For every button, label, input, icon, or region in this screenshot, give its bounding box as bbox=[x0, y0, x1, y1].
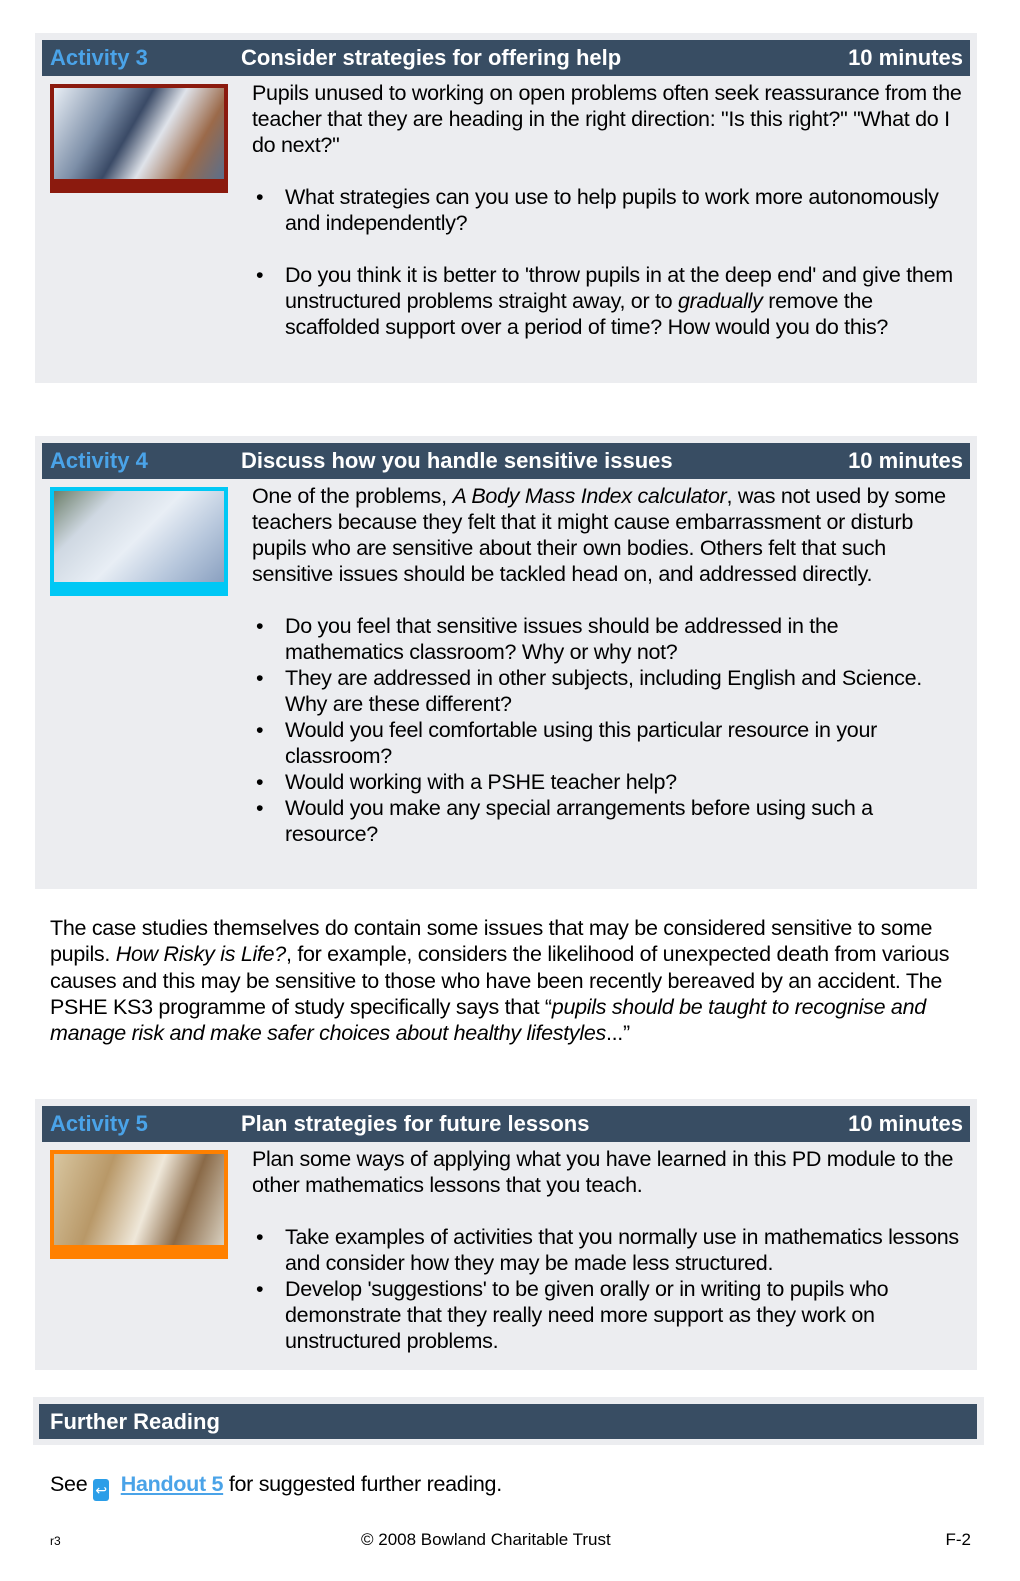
handout-link-icon: ↩ bbox=[93, 1479, 109, 1501]
activity-3-header bbox=[42, 40, 970, 76]
footer-page-number: F-2 bbox=[945, 1530, 971, 1549]
calculator-photo bbox=[50, 487, 228, 596]
activity-intro: Pupils unused to working on open problems often seek reassurance from the teacher that they are heading in the right direction: "Is this right?" "What do I do next?" bbox=[252, 81, 962, 157]
teachers-photo bbox=[50, 1150, 228, 1259]
further-reading-line: See ↩ Handout 5 for suggested further reading. bbox=[50, 1472, 502, 1501]
activity-4-panel bbox=[35, 436, 977, 889]
activity-title: Consider strategies for offering help bbox=[241, 45, 622, 70]
activity-intro: One of the problems, A Body Mass Index calculator, was not used by some teachers because they felt that it might cause embarrassment or disturb pupils who are sensitive about their own bodies. Others felt that such sensitive issues should be tackled head on, and addressed directly. bbox=[252, 484, 946, 586]
further-reading-heading: Further Reading bbox=[39, 1404, 977, 1439]
bullet-item: • Would you make any special arrangements before using such a resource? bbox=[252, 795, 962, 847]
footer-revision: r3 bbox=[50, 1534, 61, 1548]
activity-duration: 10 minutes bbox=[848, 45, 963, 70]
activity-3-panel bbox=[35, 33, 977, 383]
activity-4-header bbox=[42, 443, 970, 479]
activity-intro: Plan some ways of applying what you have learned in this PD module to the other mathematics lessons that you teach. bbox=[252, 1147, 954, 1197]
activity-duration: 10 minutes bbox=[848, 1111, 963, 1136]
footer-copyright: © 2008 Bowland Charitable Trust bbox=[361, 1530, 611, 1549]
bullet-item: • Take examples of activities that you normally use in mathematics lessons and consider how they may be made less structured. bbox=[252, 1224, 962, 1276]
bullet-item: • Develop 'suggestions' to be given orally or in writing to pupils who demonstrate that they really need more support as they work on unstructured problems. bbox=[252, 1276, 962, 1354]
activity-title: Discuss how you handle sensitive issues bbox=[241, 448, 673, 473]
activity-title: Plan strategies for future lessons bbox=[241, 1111, 590, 1136]
bullet-item: • Would working with a PSHE teacher help? bbox=[252, 769, 962, 795]
bullet-item: • Do you think it is better to 'throw pupils in at the deep end' and give them unstructured problems straight away, or to gradually remove the scaffolded support over a period of time? How would you do this? bbox=[252, 262, 962, 340]
bullet-item: • Would you feel comfortable using this particular resource in your classroom? bbox=[252, 717, 962, 769]
bullet-item: • What strategies can you use to help pupils to work more autonomously and independently? bbox=[252, 184, 962, 236]
bullet-item: • They are addressed in other subjects, including English and Science. Why are these different? bbox=[252, 665, 962, 717]
handout-5-link[interactable]: Handout 5 bbox=[120, 1472, 224, 1496]
activity-number: Activity 3 bbox=[50, 45, 148, 70]
bullet-item: • Do you feel that sensitive issues should be addressed in the mathematics classroom? Why or why not? bbox=[252, 613, 962, 665]
activity-duration: 10 minutes bbox=[848, 448, 963, 473]
further-reading-panel bbox=[33, 1397, 984, 1445]
activity-number: Activity 4 bbox=[50, 448, 148, 473]
activity-5-header bbox=[42, 1106, 970, 1142]
case-studies-paragraph: The case studies themselves do contain some issues that may be considered sensitive to some pupils. How Risky is Life?, for example, considers the likelihood of unexpected death from various causes and this may be sensitive to those who have been recently bereaved by an accident. The PSHE KS3 programme of study specifically says that “pupils should be taught to recognise and manage risk and make safer choices about healthy lifestyles...” bbox=[50, 916, 950, 1046]
activity-number: Activity 5 bbox=[50, 1111, 148, 1136]
classroom-photo bbox=[50, 84, 228, 193]
activity-5-panel bbox=[35, 1099, 977, 1370]
